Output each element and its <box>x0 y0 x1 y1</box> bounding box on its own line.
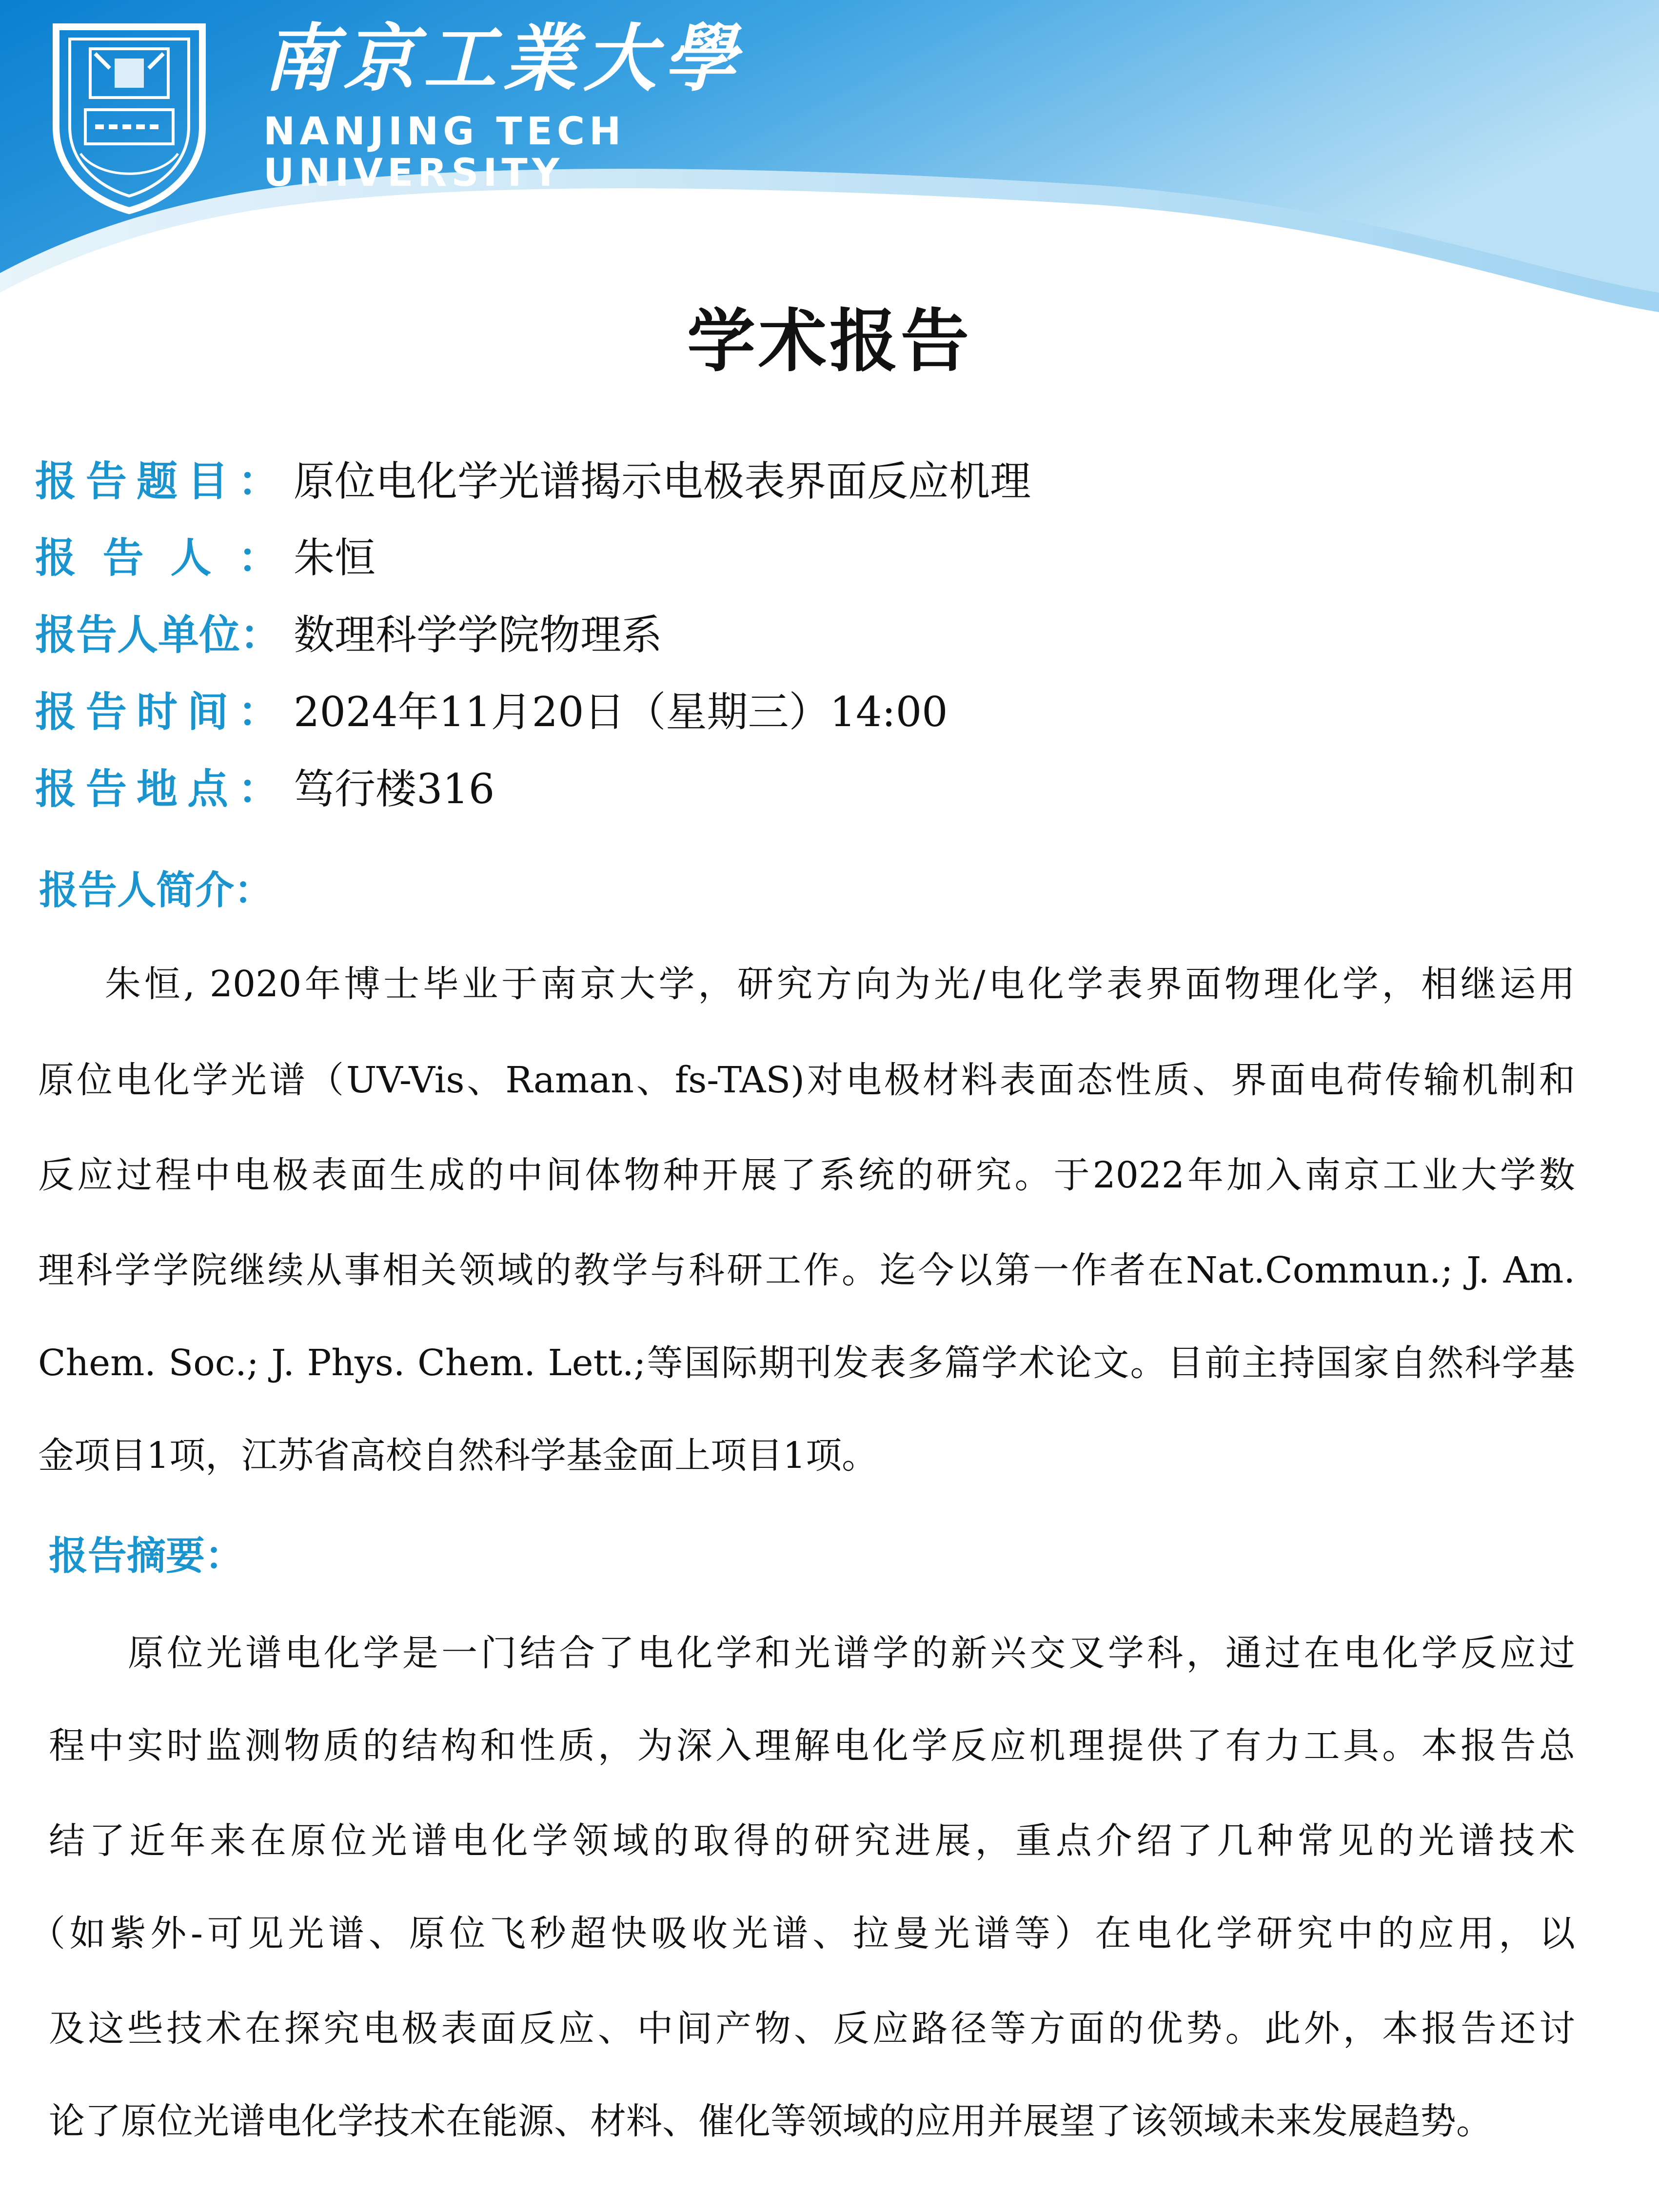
info-label-time: 报 告 时 间 ： <box>35 687 279 736</box>
info-label-speaker: 报 告 人 ： <box>35 533 279 582</box>
info-label-topic: 报 告 题 目 ： <box>35 456 279 505</box>
bio-line: 金项目1项，江苏省高校自然科学基金面上项目1项。 <box>38 1435 878 1477</box>
info-value-affiliation: 数理科学学院物理系 <box>294 611 663 659</box>
header-banner <box>0 0 1659 351</box>
bio-line: 理科学学院继续从事相关领域的教学与科研工作。迄今以第一作者在Nat.Commun.; J. Am. <box>38 1249 1575 1291</box>
info-label-location: 报 告 地 点 ： <box>35 764 279 813</box>
info-label-affiliation: 报 告 人 单 位： <box>35 610 281 659</box>
abstract-line: 论了原位光谱电化学技术在能源、材料、催化等领域的应用并展望了该领域未来发展趋势。 <box>49 2100 1492 2142</box>
university-seal-icon <box>46 20 212 215</box>
page-title: 学术报告 <box>687 301 972 381</box>
abstract-line: （如紫外-可见光谱、原位飞秒超快吸收光谱、拉曼光谱等）在电化学研究中的应用，以 <box>29 1913 1575 1955</box>
bio-line: 朱恒, 2020年博士毕业于南京大学，研究方向为光/电化学表界面物理化学，相继运用 <box>105 963 1575 1005</box>
info-row-location <box>35 756 494 815</box>
info-row-affiliation <box>35 602 662 661</box>
bio-heading: 报告人简介： <box>39 867 273 913</box>
university-name-en-line1: NANJING TECH <box>263 110 626 154</box>
abstract-line: 原位光谱电化学是一门结合了电化学和光谱学的新兴交叉学科，通过在电化学反应过 <box>128 1632 1575 1674</box>
university-name-cn: 南京工業大學 <box>263 16 744 101</box>
info-value-time: 2024年11月20日（星期三）14:00 <box>294 688 948 736</box>
abstract-line: 结了近年来在原位光谱电化学领域的取得的研究进展，重点介绍了几种常见的光谱技术 <box>49 1820 1575 1862</box>
info-value-topic: 原位电化学光谱揭示电极表界面反应机理 <box>294 457 1031 505</box>
bio-line: 原位电化学光谱（UV-Vis、Raman、fs-TAS)对电极材料表面态性质、界面电荷传输机制和 <box>38 1059 1575 1101</box>
info-value-location: 笃行楼316 <box>294 765 495 813</box>
info-row-topic <box>35 449 1031 507</box>
abstract-heading: 报告摘要： <box>49 1533 244 1579</box>
bio-line: Chem. Soc.; J. Phys. Chem. Lett.;等国际期刊发表多篇学术论文。目前主持国家自然科学基 <box>38 1342 1575 1384</box>
university-name-en-line2: UNIVERSITY <box>263 151 564 195</box>
info-value-speaker: 朱恒 <box>294 533 376 582</box>
info-row-time <box>35 679 948 738</box>
abstract-line: 及这些技术在探究电极表面反应、中间产物、反应路径等方面的优势。此外，本报告还讨 <box>49 2008 1575 2050</box>
info-row-speaker <box>35 525 375 584</box>
abstract-line: 程中实时监测物质的结构和性质，为深入理解电化学反应机理提供了有力工具。本报告总 <box>49 1725 1575 1767</box>
bio-line: 反应过程中电极表面生成的中间体物种开展了系统的研究。于2022年加入南京工业大学数 <box>38 1154 1575 1196</box>
